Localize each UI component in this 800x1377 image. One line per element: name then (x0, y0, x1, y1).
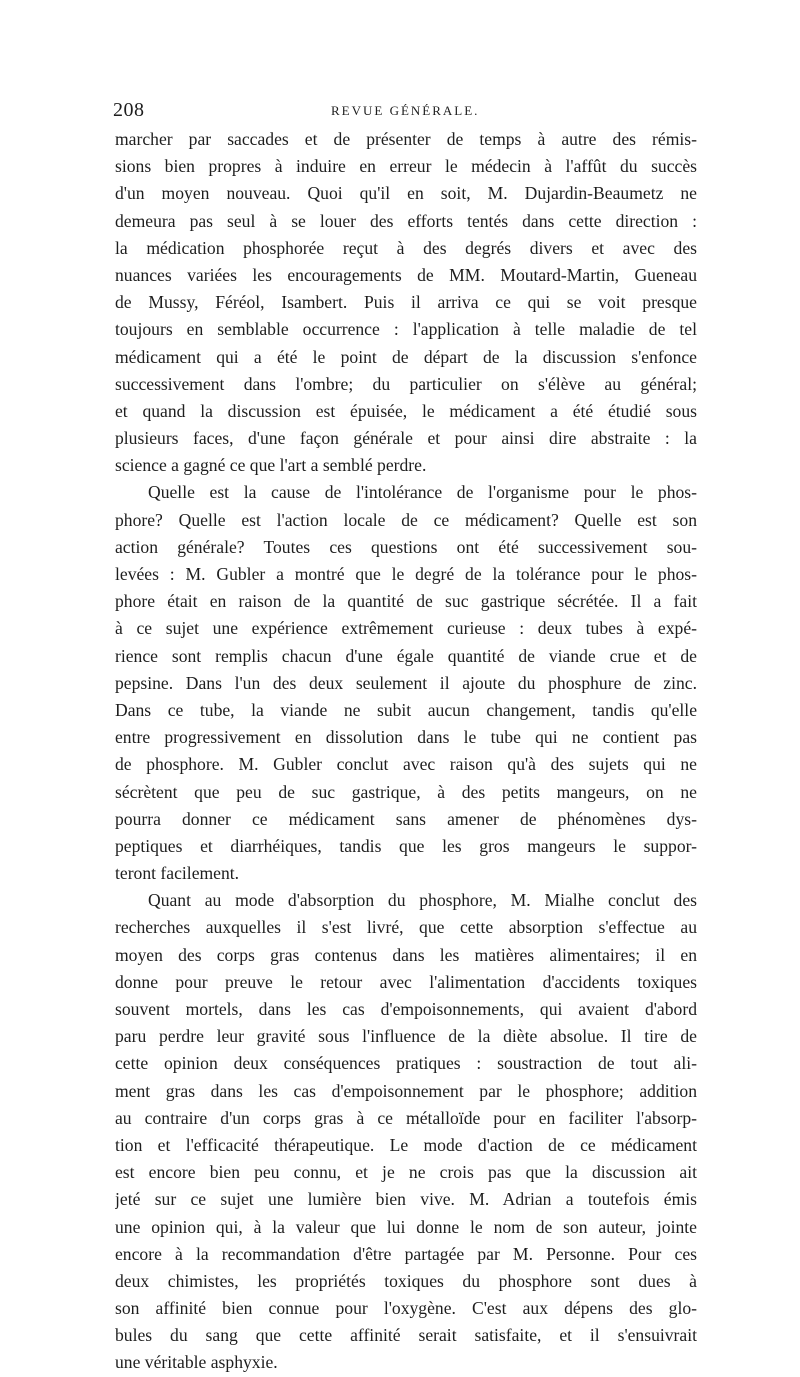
text-line: nuances variées les encouragements de MM. Moutard-Martin, Gueneau (115, 264, 697, 285)
text-line: son affinité bien connue pour l'oxygène. C'est aux dépens des glo- (115, 1298, 697, 1319)
text-line: deux chimistes, les propriétés toxiques du phosphore sont dues à (115, 1270, 697, 1291)
body-text (115, 126, 697, 1377)
running-head: REVUE GÉNÉRALE. (331, 103, 480, 118)
text-line: donne pour preuve le retour avec l'alimentation d'accidents toxiques (115, 971, 697, 992)
text-line: successivement dans l'ombre; du particulier on s'élève au général; (115, 373, 697, 394)
paragraph-last-line: une véritable asphyxie. (115, 1352, 278, 1373)
text-line: rience sont remplis chacun d'une égale quantité de viande crue et de (115, 645, 697, 666)
text-line: recherches auxquelles il s'est livré, que cette absorption s'effectue au (115, 917, 697, 938)
text-line: au contraire d'un corps gras à ce métalloïde pour en faciliter l'absorp- (115, 1107, 697, 1128)
text-line: marcher par saccades et de présenter de temps à autre des rémis- (115, 129, 697, 149)
text-line: toujours en semblable occurrence : l'application à telle maladie de tel (115, 319, 697, 340)
text-line: sions bien propres à induire en erreur le médecin à l'affût du succès (115, 156, 697, 177)
text-line: à ce sujet une expérience extrêmement curieuse : deux tubes à expé- (115, 618, 697, 639)
text-line: phore était en raison de la quantité de suc gastrique sécrétée. Il a fait (115, 591, 697, 612)
text-line: médicament qui a été le point de départ de la discussion s'enfonce (115, 346, 697, 367)
text-line: entre progressivement en dissolution dans le tube qui ne contient pas (115, 727, 697, 748)
text-line: de Mussy, Féréol, Isambert. Puis il arriva ce qui se voit presque (115, 292, 697, 313)
paragraph-first-line: Quelle est la cause de l'intolérance de l'organisme pour le phos- (148, 482, 697, 503)
text-line: demeura pas seul à se louer des efforts tentés dans cette direction : (115, 210, 697, 231)
text-line: une opinion qui, à la valeur que lui donne le nom de son auteur, jointe (115, 1216, 697, 1237)
text-line: souvent mortels, dans les cas d'empoisonnements, qui avaient d'abord (115, 999, 697, 1019)
page-number: 208 (113, 99, 145, 121)
text-line: phore? Quelle est l'action locale de ce médicament? Quelle est son (115, 509, 697, 530)
text-line: d'un moyen nouveau. Quoi qu'il en soit, M. Dujardin-Beaumetz ne (115, 183, 697, 204)
text-line: ment gras dans les cas d'empoisonnement par le phosphore; addition (115, 1080, 697, 1101)
text-line: pourra donner ce médicament sans amener de phénomènes dys- (115, 808, 697, 829)
paragraph-first-line: Quant au mode d'absorption du phosphore, M. Mialhe conclut des (148, 890, 697, 911)
paragraph-last-line: science a gagné ce que l'art a semblé perdre. (115, 455, 427, 476)
text-line: de phosphore. M. Gubler conclut avec raison qu'à des sujets qui ne (115, 754, 697, 775)
text-line: levées : M. Gubler a montré que le degré de la tolérance pour le phos- (115, 564, 697, 584)
text-line: encore à la recommandation d'être partagée par M. Personne. Pour ces (115, 1243, 697, 1264)
text-line: et quand la discussion est épuisée, le médicament a été étudié sous (115, 400, 697, 421)
text-line: action générale? Toutes ces questions ont été successivement sou- (115, 536, 697, 557)
text-line: moyen des corps gras contenus dans les matières alimentaires; il en (115, 944, 697, 965)
text-line: paru perdre leur gravité sous l'influence de la diète absolue. Il tire de (115, 1026, 697, 1047)
text-line: peptiques et diarrhéiques, tandis que les gros mangeurs le suppor- (115, 835, 697, 856)
text-line: tion et l'efficacité thérapeutique. Le mode d'action de ce médicament (115, 1134, 697, 1155)
text-line: bules du sang que cette affinité serait satisfaite, et il s'ensuivrait (115, 1325, 697, 1346)
text-line: pepsine. Dans l'un des deux seulement il ajoute du phosphure de zinc. (115, 672, 697, 693)
paragraph-last-line: teront facilement. (115, 863, 240, 884)
text-line: la médication phosphorée reçut à des degrés divers et avec des (115, 237, 697, 258)
text-line: plusieurs faces, d'une façon générale et pour ainsi dire abstraite : la (115, 428, 697, 449)
page-header (113, 98, 698, 124)
text-line: est encore bien peu connu, et je ne crois pas que la discussion ait (115, 1162, 697, 1183)
text-line: sécrètent que peu de suc gastrique, à des petits mangeurs, on ne (115, 781, 697, 802)
text-line: cette opinion deux conséquences pratiques : soustraction de tout ali- (115, 1053, 697, 1074)
text-line: Dans ce tube, la viande ne subit aucun changement, tandis qu'elle (115, 699, 697, 720)
text-line: jeté sur ce sujet une lumière bien vive. M. Adrian a toutefois émis (115, 1189, 697, 1210)
